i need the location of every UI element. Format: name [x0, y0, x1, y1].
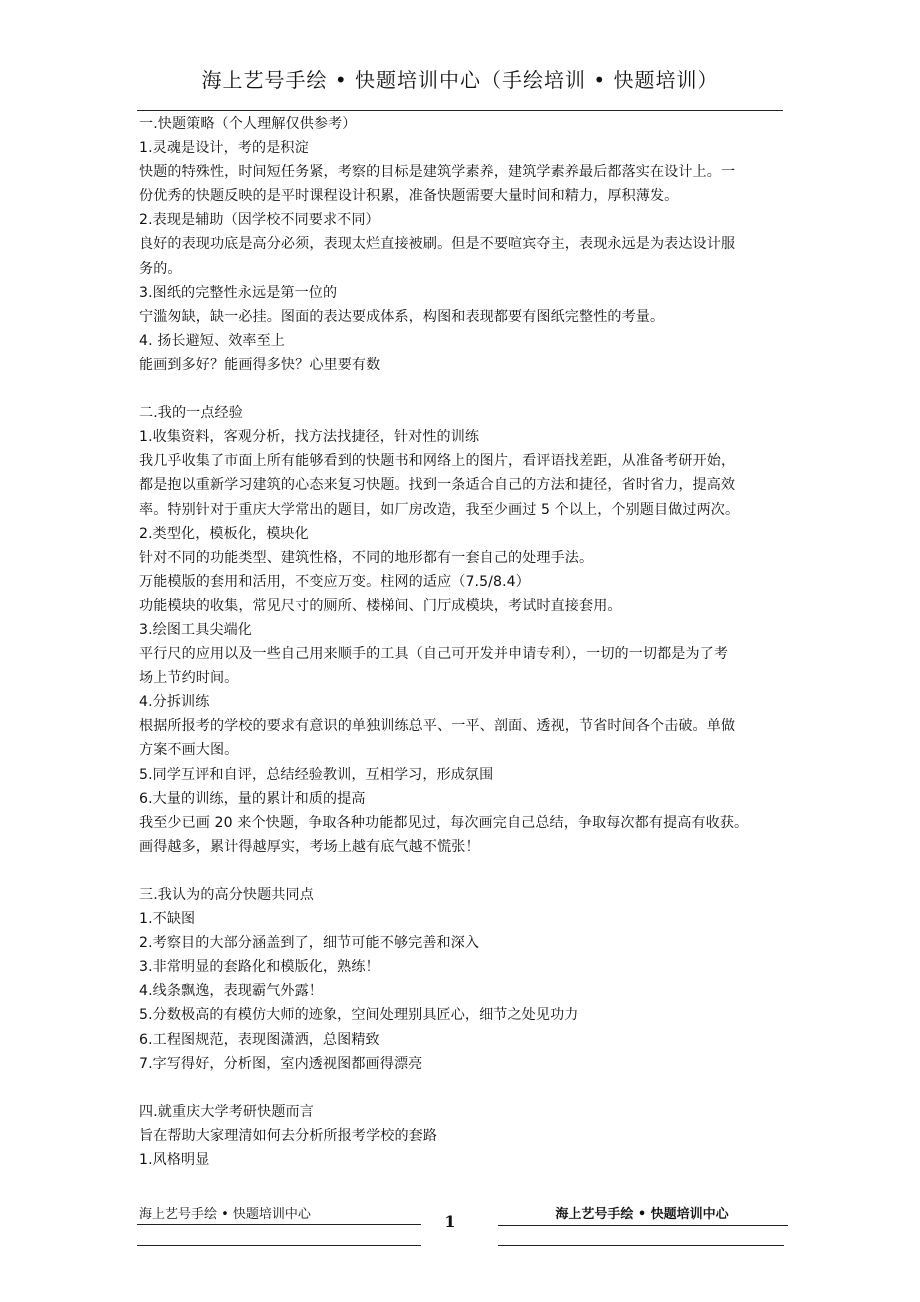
page-header-title: 海上艺号手绘 • 快题培训中心（手绘培训 • 快题培训）	[201, 68, 719, 92]
item-title: 3.非常明显的套路化和模版化，熟练！	[139, 959, 380, 976]
paragraph-line: 务的。	[139, 260, 182, 277]
item-title: 1.收集资料，客观分析，找方法找捷径，针对性的训练	[139, 429, 480, 446]
item-title: 2.考察目的大部分涵盖到了，细节可能不够完善和深入	[139, 935, 480, 952]
paragraph-line: 方案不画大图。	[139, 742, 239, 759]
item-title: 5.分数极高的有模仿大师的迹象，空间处理别具匠心，细节之处见功力	[139, 1007, 579, 1024]
paragraph-line: 万能模版的套用和活用，不变应万变。柱网的适应（7.5/8.4）	[139, 573, 530, 590]
paragraph-line: 都是抱以重新学习建筑的心态来复习快题。找到一条适合自己的方法和捷径，省时省力，提高效	[139, 477, 736, 494]
section-heading: 四.就重庆大学考研快题而言	[139, 1103, 314, 1120]
paragraph-line: 平行尺的应用以及一些自己用来顺手的工具（自己可开发并申请专利），一切的一切都是为了考	[139, 646, 729, 663]
item-title: 1.风格明显	[139, 1152, 210, 1169]
section-heading: 二.我的一点经验	[139, 405, 243, 422]
paragraph-line: 宁滥匆缺，缺一必挂。图面的表达要成体系，构图和表现都要有图纸完整性的考量。	[139, 308, 665, 325]
item-title: 2.类型化，模板化，模块化	[139, 525, 309, 542]
item-title: 旨在帮助大家理清如何去分析所报考学校的套路	[139, 1127, 438, 1144]
paragraph-line: 功能模块的收集，常见尺寸的厕所、楼梯间、门厅成模块，考试时直接套用。	[139, 597, 622, 614]
header-rule	[137, 110, 783, 111]
section-gap	[139, 859, 787, 883]
item-title: 4.分拆训练	[139, 694, 210, 711]
paragraph-line: 快题的特殊性，时间短任务紧，考察的目标是建筑学素养，建筑学素养最后都落实在设计上。一	[139, 164, 736, 181]
footer-left-rule-bottom	[137, 1245, 421, 1246]
footer-left-label: 海上艺号手绘 • 快题培训中心	[139, 1207, 311, 1222]
item-title: 5.同学互评和自评，总结经验教训，互相学习，形成氛围	[139, 766, 494, 783]
item-title: 6.大量的训练，量的累计和质的提高	[139, 790, 366, 807]
paragraph-line: 率。特别针对于重庆大学常出的题目，如厂房改造，我至少画过 5 个以上，个别题目做过两次。	[139, 501, 740, 518]
paragraph-line: 画得越多，累计得越厚实，考场上越有底气越不慌张！	[139, 838, 480, 855]
footer-right-label: 海上艺号手绘 • 快题培训中心	[555, 1207, 729, 1222]
paragraph-line: 能画到多好？能画得多快？心里要有数	[139, 356, 381, 373]
paragraph-line: 场上节约时间。	[139, 670, 239, 687]
item-title: 3.绘图工具尖端化	[139, 621, 253, 638]
footer-left-rule-top	[137, 1224, 421, 1225]
item-title: 4. 扬长避短、效率至上	[139, 332, 285, 349]
section-gap	[139, 377, 787, 401]
paragraph-line: 根据所报考的学校的要求有意识的单独训练总平、一平、剖面、透视，节省时间各个击破。单做	[139, 718, 736, 735]
paragraph-line: 针对不同的功能类型、建筑性格，不同的地形都有一套自己的处理手法。	[139, 549, 594, 566]
item-title: 6.工程图规范，表现图潇洒，总图精致	[139, 1031, 380, 1048]
paragraph-line: 我至少已画 20 来个快题，争取各种功能都见过，每次画完自己总结，争取每次都有提高有收获。	[139, 814, 749, 831]
footer-right-rule-bottom	[498, 1245, 784, 1246]
section-heading: 三.我认为的高分快题共同点	[139, 887, 314, 903]
item-title: 7.字写得好，分析图，室内透视图都画得漂亮	[139, 1055, 423, 1072]
paragraph-line: 良好的表现功底是高分必须，表现太烂直接被刷。但是不要喧宾夺主，表现永远是为表达设计服	[139, 236, 736, 253]
item-title: 3.图纸的完整性永远是第一位的	[139, 284, 338, 301]
item-title: 1.灵魂是设计，考的是积淀	[139, 140, 309, 157]
item-title: 2.表现是辅助（因学校不同要求不同）	[139, 212, 380, 229]
section-gap	[139, 1076, 787, 1100]
paragraph-line: 我几乎收集了市面上所有能够看到的快题书和网络上的图片，看评语找差距，从准备考研开始，	[139, 453, 736, 470]
item-title: 4.线条飘逸，表现霸气外露！	[139, 983, 323, 1000]
document-body	[139, 112, 787, 1172]
item-title: 1.不缺图	[139, 911, 196, 928]
section-heading: 一.快题策略（个人理解仅供参考）	[139, 116, 357, 132]
page-number: 1	[444, 1212, 456, 1231]
footer-right-rule-top	[498, 1225, 788, 1226]
paragraph-line: 份优秀的快题反映的是平时课程设计积累，准备快题需要大量时间和精力，厚积薄发。	[139, 188, 679, 205]
